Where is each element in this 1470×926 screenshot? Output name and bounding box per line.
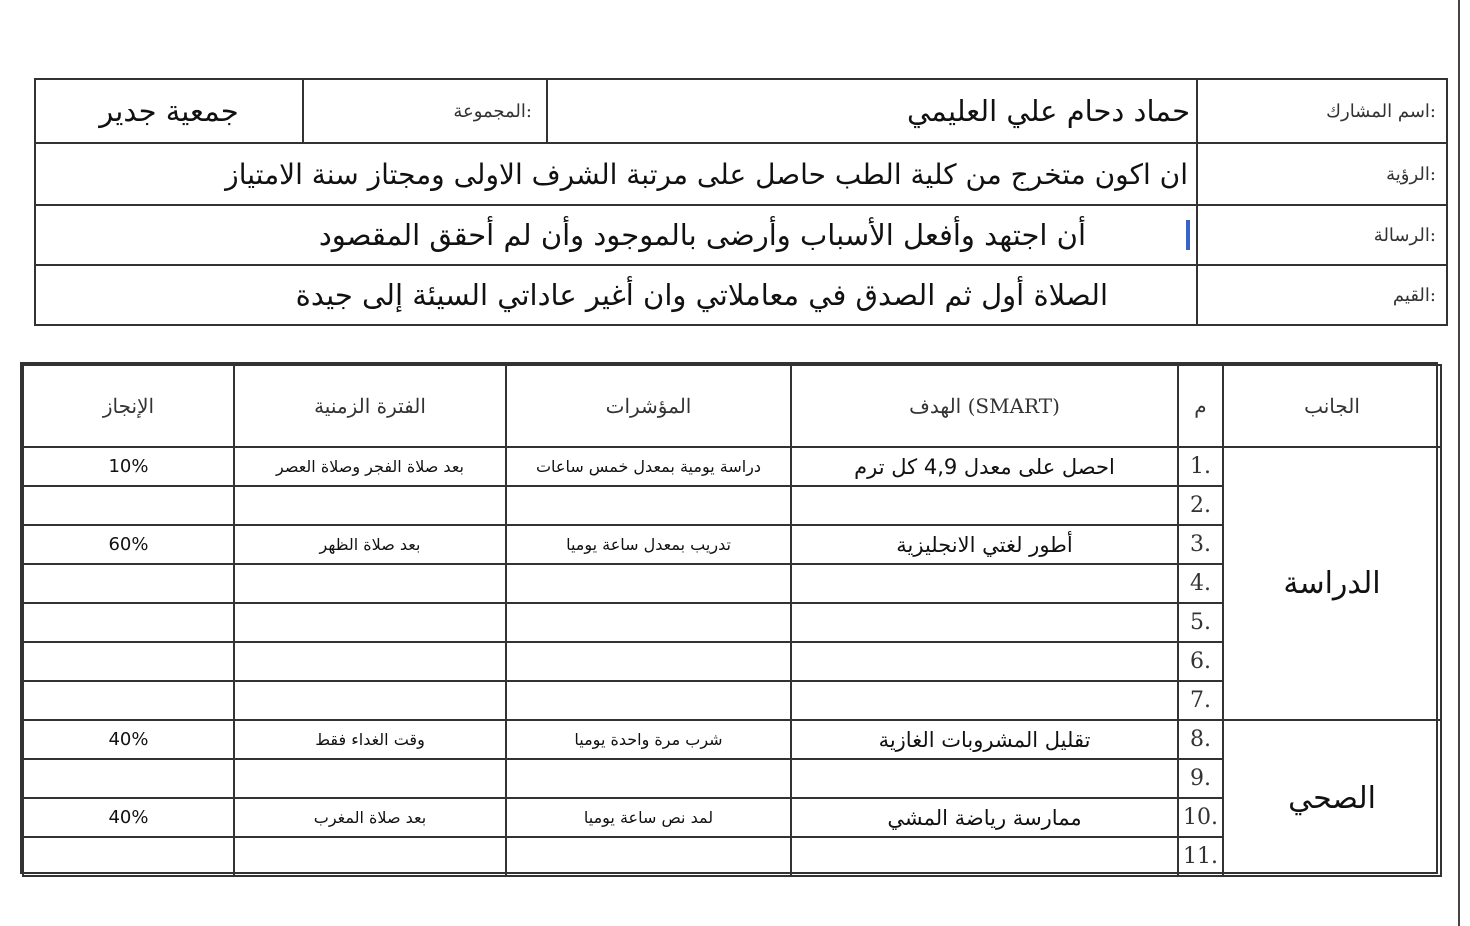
indicator-cell <box>506 486 791 525</box>
mission-cell <box>36 206 1196 264</box>
achievement-cell: 40% <box>23 798 234 837</box>
indicator-cell: تدريب بمعدل ساعة يوميا <box>506 525 791 564</box>
goal-cell <box>791 759 1178 798</box>
indicator-cell <box>506 642 791 681</box>
goal-cell <box>791 642 1178 681</box>
period-cell: بعد صلاة المغرب <box>234 798 506 837</box>
achievement-cell <box>23 486 234 525</box>
achievement-cell: 10% <box>23 447 234 486</box>
vision-value: ان اكون متخرج من كلية الطب حاصل على مرتبة الشرف الاولى ومجتاز سنة الامتياز <box>225 157 1188 191</box>
row-number-cell: 3. <box>1178 525 1223 564</box>
goals-table <box>20 362 1438 874</box>
indicator-cell: دراسة يومية بمعدل خمس ساعات <box>506 447 791 486</box>
table-row <box>23 720 1441 759</box>
group-value: جمعية جدير <box>99 94 239 128</box>
row-number-cell: 6. <box>1178 642 1223 681</box>
mission-row <box>36 206 1446 266</box>
participant-info-table <box>34 78 1448 326</box>
row-number-cell: 5. <box>1178 603 1223 642</box>
values-row <box>36 266 1446 324</box>
header-aspect: الجانب <box>1223 365 1441 447</box>
text-cursor-mark <box>1186 220 1190 250</box>
goal-cell <box>791 837 1178 876</box>
period-cell <box>234 642 506 681</box>
achievement-cell <box>23 681 234 720</box>
indicator-cell <box>506 681 791 720</box>
goal-cell <box>791 603 1178 642</box>
period-cell <box>234 837 506 876</box>
mission-value: أن اجتهد وأفعل الأسباب وأرضى بالموجود وأن لم أحقق المقصود <box>318 218 1086 252</box>
row-number-cell: 7. <box>1178 681 1223 720</box>
participant-row <box>36 80 1446 144</box>
table-row <box>23 447 1441 486</box>
achievement-cell <box>23 564 234 603</box>
achievement-cell <box>23 837 234 876</box>
row-number-cell: 2. <box>1178 486 1223 525</box>
period-cell <box>234 681 506 720</box>
period-cell <box>234 603 506 642</box>
goal-cell: أطور لغتي الانجليزية <box>791 525 1178 564</box>
period-cell <box>234 759 506 798</box>
header-goal: الهدف (SMART) <box>791 365 1178 447</box>
mission-label: الرسالة: <box>1196 206 1446 264</box>
header-achievement: الإنجاز <box>23 365 234 447</box>
group-label: المجموعة: <box>302 80 548 142</box>
period-cell <box>234 486 506 525</box>
achievement-cell: 40% <box>23 720 234 759</box>
indicator-cell <box>506 603 791 642</box>
vision-row <box>36 144 1446 206</box>
goal-cell: تقليل المشروبات الغازية <box>791 720 1178 759</box>
aspect-study-cell: الدراسة <box>1223 447 1441 720</box>
aspect-health-cell: الصحي <box>1223 720 1441 876</box>
indicator-cell <box>506 759 791 798</box>
row-number-cell: 4. <box>1178 564 1223 603</box>
row-number-cell: 8. <box>1178 720 1223 759</box>
period-cell: بعد صلاة الظهر <box>234 525 506 564</box>
header-indicators: المؤشرات <box>506 365 791 447</box>
achievement-cell <box>23 603 234 642</box>
achievement-cell: 60% <box>23 525 234 564</box>
header-period: الفترة الزمنية <box>234 365 506 447</box>
indicator-cell <box>506 837 791 876</box>
row-number-cell: 10. <box>1178 798 1223 837</box>
participant-label: اسم المشارك: <box>1196 80 1446 142</box>
period-cell: بعد صلاة الفجر وصلاة العصر <box>234 447 506 486</box>
indicator-cell: لمد نص ساعة يوميا <box>506 798 791 837</box>
goal-cell <box>791 486 1178 525</box>
period-cell <box>234 564 506 603</box>
goal-cell: ممارسة رياضة المشي <box>791 798 1178 837</box>
row-number-cell: 1. <box>1178 447 1223 486</box>
values-label: القيم: <box>1196 266 1446 324</box>
period-cell: وقت الغداء فقط <box>234 720 506 759</box>
values-value: الصلاة أول ثم الصدق في معاملاتي وان أغير عاداتي السيئة إلى جيدة <box>295 278 1108 312</box>
goal-cell <box>791 681 1178 720</box>
header-num: م <box>1178 365 1223 447</box>
goal-cell <box>791 564 1178 603</box>
page-edge-rule <box>1458 0 1460 926</box>
achievement-cell <box>23 759 234 798</box>
row-number-cell: 9. <box>1178 759 1223 798</box>
indicator-cell <box>506 564 791 603</box>
goal-cell: احصل على معدل 4,9 كل ترم <box>791 447 1178 486</box>
vision-label: الرؤية: <box>1196 144 1446 204</box>
goals-header-row <box>23 365 1441 447</box>
participant-value: حماد دحام علي العليمي <box>907 94 1190 128</box>
indicator-cell: شرب مرة واحدة يوميا <box>506 720 791 759</box>
achievement-cell <box>23 642 234 681</box>
row-number-cell: 11. <box>1178 837 1223 876</box>
